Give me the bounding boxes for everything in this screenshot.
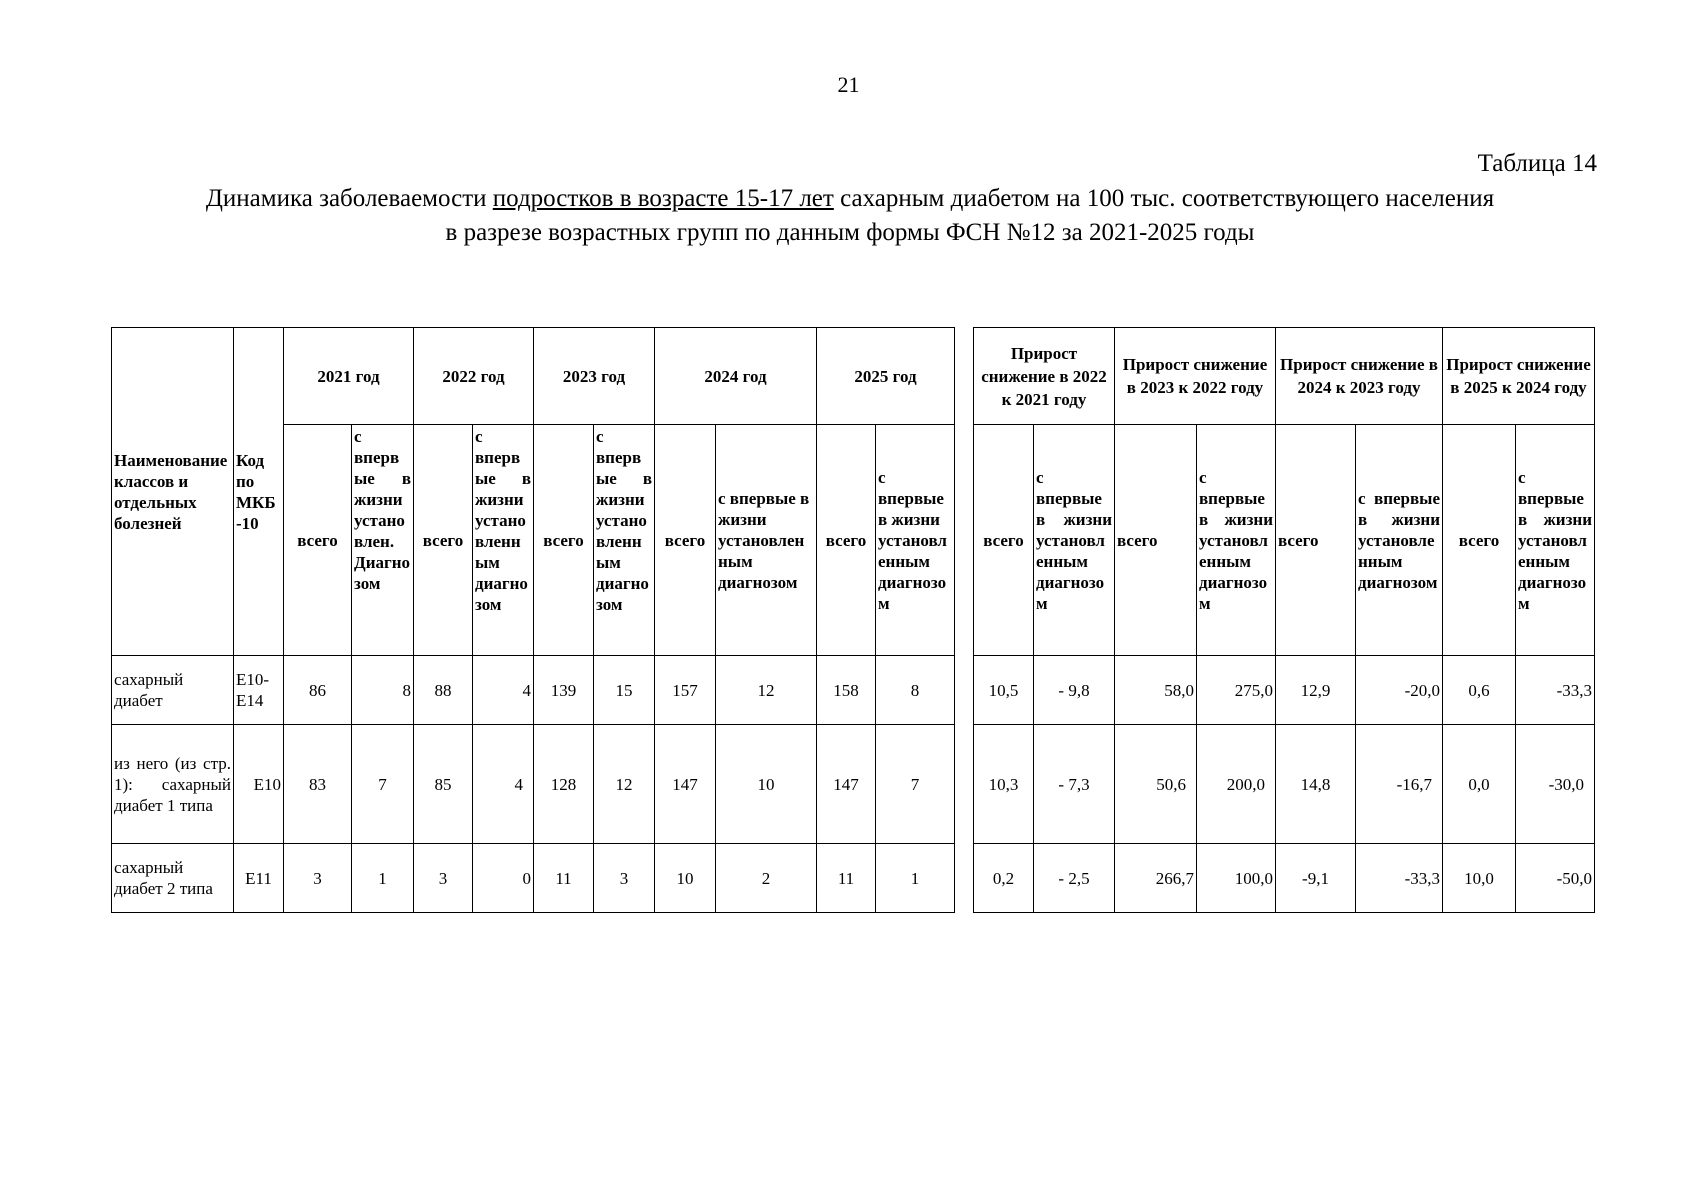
- growth-subheader-row: [974, 425, 1595, 656]
- growth-header-2022-2021: Прирост снижение в 2022 к 2021 году: [974, 328, 1115, 425]
- growth-cell: - 2,5: [1034, 844, 1115, 913]
- row-name: из него (из стр. 1): сахарный диабет 1 типа: [112, 725, 234, 844]
- table-label: Таблица 14: [1477, 150, 1597, 177]
- first-time-header-2025: с впервые в жизни установленным диагнозом: [876, 425, 955, 656]
- year-header-row: [112, 328, 955, 425]
- year-header-2023: 2023 год: [534, 328, 655, 425]
- first-time-header-2022: с впервые в жизни установленным диагнозом: [473, 425, 534, 656]
- code-column-header: Код по МКБ-10: [234, 328, 284, 656]
- growth-cell: -33,3: [1356, 844, 1443, 913]
- row-name: сахарный диабет: [112, 656, 234, 725]
- growth-total-header: всего: [1443, 425, 1516, 656]
- page-number: 21: [837, 72, 860, 97]
- first-time-header-2024: с впервые в жизни установленным диагнозом: [716, 425, 817, 656]
- growth-cell: -33,3: [1516, 656, 1595, 725]
- cell-2023-total: 128: [534, 725, 594, 844]
- total-header-2023: всего: [534, 425, 594, 656]
- growth-row: [974, 656, 1595, 725]
- growth-cell: 266,7: [1115, 844, 1197, 913]
- name-column-header: Наименование классов и отдельных болезней: [112, 328, 234, 656]
- growth-cell: -30,0: [1516, 725, 1595, 844]
- growth-cell: 275,0: [1197, 656, 1276, 725]
- growth-cell: -9,1: [1276, 844, 1356, 913]
- growth-first-time-header: с впервые в жизни установленным диагнозом: [1034, 425, 1115, 656]
- total-header-2025: всего: [817, 425, 876, 656]
- total-header-2021: всего: [284, 425, 352, 656]
- cell-2021-total: 83: [284, 725, 352, 844]
- cell-2021-first-time: 8: [352, 656, 414, 725]
- cell-2024-total: 10: [655, 844, 716, 913]
- cell-2025-total: 11: [817, 844, 876, 913]
- cell-2025-first-time: 1: [876, 844, 955, 913]
- cell-2024-first-time: 10: [716, 725, 817, 844]
- growth-header-row: [974, 328, 1595, 425]
- growth-row: [974, 725, 1595, 844]
- cell-2023-total: 139: [534, 656, 594, 725]
- cell-2023-first-time: 3: [594, 844, 655, 913]
- growth-cell: - 9,8: [1034, 656, 1115, 725]
- cell-2023-first-time: 12: [594, 725, 655, 844]
- growth-cell: 100,0: [1197, 844, 1276, 913]
- cell-2024-first-time: 2: [716, 844, 817, 913]
- total-header-2022: всего: [414, 425, 473, 656]
- year-header-2024: 2024 год: [655, 328, 817, 425]
- row-name: сахарный диабет 2 типа: [112, 844, 234, 913]
- growth-cell: 10,5: [974, 656, 1034, 725]
- row-code: Е11: [234, 844, 284, 913]
- title-line-2: в разрезе возрастных групп по данным формы ФСН №12 за 2021-2025 годы: [445, 219, 1255, 246]
- cell-2022-first-time: 4: [473, 725, 534, 844]
- cell-2021-first-time: 1: [352, 844, 414, 913]
- growth-cell: -20,0: [1356, 656, 1443, 725]
- cell-2023-total: 11: [534, 844, 594, 913]
- growth-cell: 58,0: [1115, 656, 1197, 725]
- growth-cell: 12,9: [1276, 656, 1356, 725]
- growth-cell: 200,0: [1197, 725, 1276, 844]
- incidence-table: [111, 327, 955, 913]
- growth-row: [974, 844, 1595, 913]
- cell-2021-total: 86: [284, 656, 352, 725]
- table-row: [112, 725, 955, 844]
- year-header-2021: 2021 год: [284, 328, 414, 425]
- title-part-1: Динамика заболеваемости: [205, 185, 493, 212]
- row-code: Е10-Е14: [234, 656, 284, 725]
- growth-first-time-header: с впервые в жизни установленным диагнозом: [1516, 425, 1595, 656]
- cell-2022-first-time: 0: [473, 844, 534, 913]
- growth-cell: 0,6: [1443, 656, 1516, 725]
- first-time-header-2021: с впервые в жизни установлен. Диагнозом: [352, 425, 414, 656]
- growth-cell: 50,6: [1115, 725, 1197, 844]
- cell-2023-first-time: 15: [594, 656, 655, 725]
- growth-cell: 10,3: [974, 725, 1034, 844]
- growth-first-time-header: с впервые в жизни установленным диагнозом: [1197, 425, 1276, 656]
- growth-header-2025-2024: Прирост снижение в 2025 к 2024 году: [1443, 328, 1595, 425]
- growth-header-2023-2022: Прирост снижение в 2023 к 2022 году: [1115, 328, 1276, 425]
- growth-cell: - 7,3: [1034, 725, 1115, 844]
- cell-2024-total: 157: [655, 656, 716, 725]
- growth-first-time-header: с впервые в жизни установленным диагнозом: [1356, 425, 1443, 656]
- growth-table: [973, 327, 1595, 913]
- title-part-2: сахарным диабетом на 100 тыс. соответствующего населения: [833, 185, 1495, 212]
- growth-cell: 10,0: [1443, 844, 1516, 913]
- table-row: [112, 656, 955, 725]
- growth-header-2024-2023: Прирост снижение в 2024 к 2023 году: [1276, 328, 1443, 425]
- growth-cell: -50,0: [1516, 844, 1595, 913]
- first-time-header-2023: с впервые в жизни установленным диагнозом: [594, 425, 655, 656]
- growth-cell: 14,8: [1276, 725, 1356, 844]
- cell-2024-first-time: 12: [716, 656, 817, 725]
- cell-2022-first-time: 4: [473, 656, 534, 725]
- growth-total-header: всего: [1115, 425, 1197, 656]
- year-header-2022: 2022 год: [414, 328, 534, 425]
- cell-2022-total: 3: [414, 844, 473, 913]
- cell-2021-first-time: 7: [352, 725, 414, 844]
- cell-2021-total: 3: [284, 844, 352, 913]
- cell-2025-first-time: 8: [876, 656, 955, 725]
- cell-2025-first-time: 7: [876, 725, 955, 844]
- year-header-2025: 2025 год: [817, 328, 955, 425]
- growth-cell: 0,2: [974, 844, 1034, 913]
- cell-2024-total: 147: [655, 725, 716, 844]
- growth-total-header: всего: [1276, 425, 1356, 656]
- document-title: [100, 182, 1600, 250]
- growth-cell: 0,0: [1443, 725, 1516, 844]
- cell-2025-total: 158: [817, 656, 876, 725]
- growth-total-header: всего: [974, 425, 1034, 656]
- growth-cell: -16,7: [1356, 725, 1443, 844]
- title-underlined-part: подростков в возрасте 15-17 лет: [492, 185, 834, 212]
- row-code: Е10: [234, 725, 284, 844]
- cell-2022-total: 88: [414, 656, 473, 725]
- cell-2022-total: 85: [414, 725, 473, 844]
- total-header-2024: всего: [655, 425, 716, 656]
- table-row: [112, 844, 955, 913]
- cell-2025-total: 147: [817, 725, 876, 844]
